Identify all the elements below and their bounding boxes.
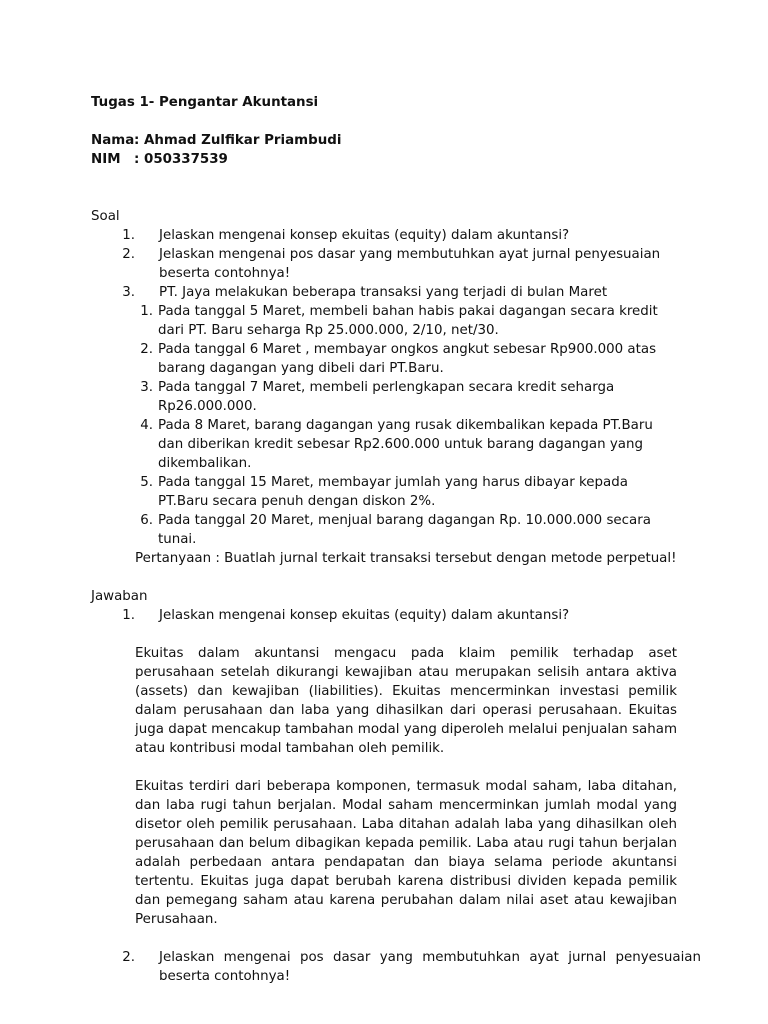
nim-label: NIM (91, 152, 121, 167)
transaksi-number: 4. (140, 418, 153, 433)
jawaban-number: 2. (122, 950, 135, 965)
answer-paragraph: Ekuitas dalam akuntansi mengacu pada klaim pemilik terhadap aset perusahaan setelah dikurangi kewajiban atau merupakan selisih antara aktiva (assets) dan kewajiban (liabilities). Ekuitas mencerminkan investasi pemilik dalam perusahaan dan laba yang dihasilkan dari operasi perusahaan. Ekuitas juga dapat mencakup tambahan modal yang diperoleh melalui penjualan saham atau kontribusi modal tambahan oleh pemilik. (135, 646, 677, 756)
jawaban-number: 1. (122, 608, 135, 623)
transaksi-item (91, 340, 681, 378)
transaksi-number: 1. (140, 304, 153, 319)
pertanyaan-text: Pertanyaan : Buatlah jurnal terkait transaksi tersebut dengan metode perpetual! (135, 551, 677, 566)
jawaban-question: Jelaskan mengenai pos dasar yang membutuhkan ayat jurnal penyesuaian beserta contohnya! (159, 950, 701, 984)
transaksi-item (91, 416, 681, 473)
transaksi-text: Pada tanggal 5 Maret, membeli bahan habis pakai dagangan secara kredit dari PT. Baru seharga Rp 25.000.000, 2/10, net/30. (158, 304, 658, 338)
document-body (91, 93, 701, 986)
transaksi-text: Pada tanggal 6 Maret , membayar ongkos angkut sebesar Rp900.000 atas barang dagangan yang dibeli dari PT.Baru. (158, 342, 657, 376)
soal-item (91, 226, 681, 245)
soal-heading: Soal (91, 209, 120, 224)
soal-number: 3. (122, 285, 135, 300)
answer-paragraph: Ekuitas terdiri dari beberapa komponen, termasuk modal saham, laba ditahan, dan laba rugi tahun berjalan. Modal saham mencerminkan jumlah modal yang disetor oleh pemilik perusahaan. Laba ditahan adalah laba yang dihasilkan oleh perusahaan dan belum dibagikan kepada pemilik. Laba atau rugi tahun berjalan adalah perbedaan antara pendapatan dan biaya selama periode akuntansi tertentu. Ekuitas juga dapat berubah karena distribusi dividen kepada pemilik dan pemegang saham atau karena perubahan dalam nilai aset atau kewajiban Perusahaan. (135, 779, 677, 927)
jawaban-item (91, 606, 681, 625)
transaksi-item (91, 378, 681, 416)
transaksi-number: 2. (140, 342, 153, 357)
transaksi-item (91, 511, 681, 549)
transaksi-text: Pada tanggal 7 Maret, membeli perlengkapan secara kredit seharga Rp26.000.000. (158, 380, 615, 414)
soal-number: 1. (122, 228, 135, 243)
nim-value: : 050337539 (134, 152, 228, 167)
soal-text: PT. Jaya melakukan beberapa transaksi yang terjadi di bulan Maret (159, 285, 608, 300)
soal-text: Jelaskan mengenai pos dasar yang membutuhkan ayat jurnal penyesuaian beserta contohnya! (159, 247, 661, 281)
jawaban-question: Jelaskan mengenai konsep ekuitas (equity) dalam akuntansi? (159, 608, 570, 623)
nama-value: : Ahmad Zulfikar Priambudi (134, 133, 342, 148)
transaksi-number: 3. (140, 380, 153, 395)
transaksi-text: Pada 8 Maret, barang dagangan yang rusak dikembalikan kepada PT.Baru dan diberikan kredit sebesar Rp2.600.000 untuk barang dagangan yang dikembalikan. (158, 418, 653, 471)
soal-item (91, 283, 681, 302)
transaksi-item (91, 302, 681, 340)
document-title: Tugas 1- Pengantar Akuntansi (91, 95, 319, 110)
transaksi-text: Pada tanggal 15 Maret, membayar jumlah yang harus dibayar kepada PT.Baru secara penuh dengan diskon 2%. (158, 475, 628, 509)
soal-item (91, 245, 681, 283)
soal-text: Jelaskan mengenai konsep ekuitas (equity) dalam akuntansi? (159, 228, 570, 243)
soal-number: 2. (122, 247, 135, 262)
nama-row (91, 131, 681, 150)
transaksi-number: 6. (140, 513, 153, 528)
nim-row (91, 150, 681, 169)
transaksi-text: Pada tanggal 20 Maret, menjual barang dagangan Rp. 10.000.000 secara tunai. (158, 513, 651, 547)
transaksi-item (91, 473, 681, 511)
nama-label: Nama (91, 133, 135, 148)
jawaban-heading: Jawaban (91, 589, 148, 604)
jawaban-item (91, 948, 701, 986)
transaksi-number: 5. (140, 475, 153, 490)
